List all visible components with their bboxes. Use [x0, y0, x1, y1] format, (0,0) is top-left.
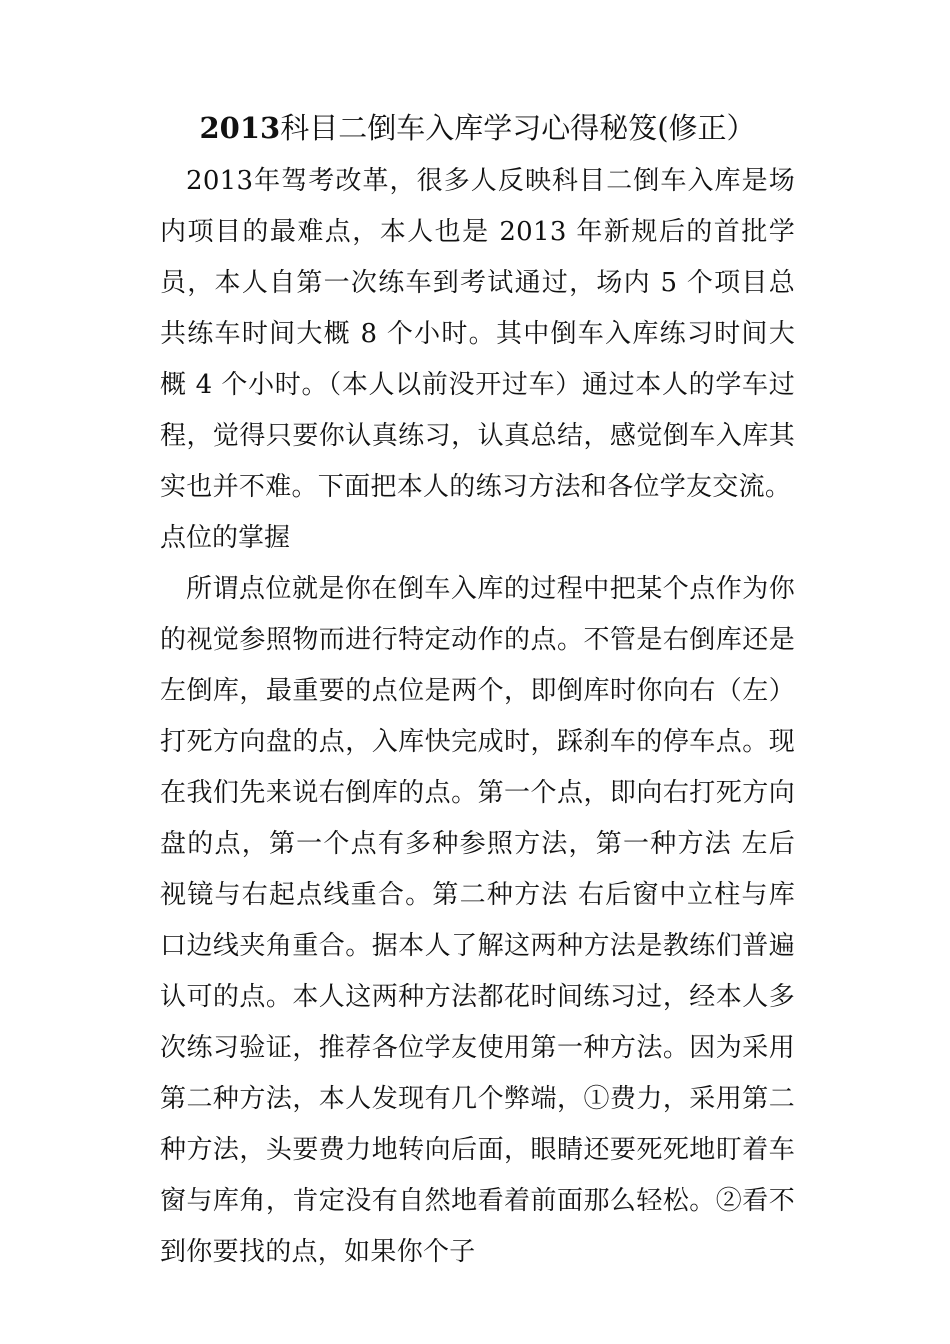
section-heading: 点位的掌握	[160, 523, 291, 553]
body-paragraph: 所谓点位就是你在倒车入库的过程中把某个点作为你的视觉参照物而进行特定动作的点。不管是右倒库还是左倒库，最重要的点位是两个，即倒库时你向右（左）打死方向盘的点，入库快完成时，踩刹车的停车点。现在我们先来说右倒库的点。第一个点，即向右打死方向盘的点，第一个点有多种参照方法，第一种方法 左后视镜与右起点线重合。第二种方法 右后窗中立柱与库口边线夹角重合。据本人了解这两种方法是教练们普遍认可的点。本人这两种方法都花时间练习过，经本人多次练习验证，推荐各位学友使用第一种方法。因为采用第二种方法，本人发现有几个弊端，①费力，采用第二种方法，头要费力地转向后面，眼睛还要死死地盯着车窗与库角，肯定没有自然地看着前面那么轻松。②看不到你要找的点，如果你个子	[160, 574, 795, 1267]
title-year: 2013	[199, 111, 281, 145]
document-page	[160, 100, 795, 1278]
document-title	[160, 100, 795, 156]
intro-paragraph: 2013年驾考改革，很多人反映科目二倒车入库是场内项目的最难点，本人也是 2013 年新规后的首批学员，本人自第一次练车到考试通过，场内 5 个项目总共练车时间大概 8 个小时。其中倒车入库练习时间大概 4 个小时。（本人以前没开过车）通过本人的学车过程，觉得只要你认真练习，认真总结，感觉倒车入库其实也并不难。下面把本人的练习方法和各位学友交流。	[160, 166, 795, 502]
title-text: 科目二倒车入库学习心得秘笈(修正）	[280, 111, 756, 145]
